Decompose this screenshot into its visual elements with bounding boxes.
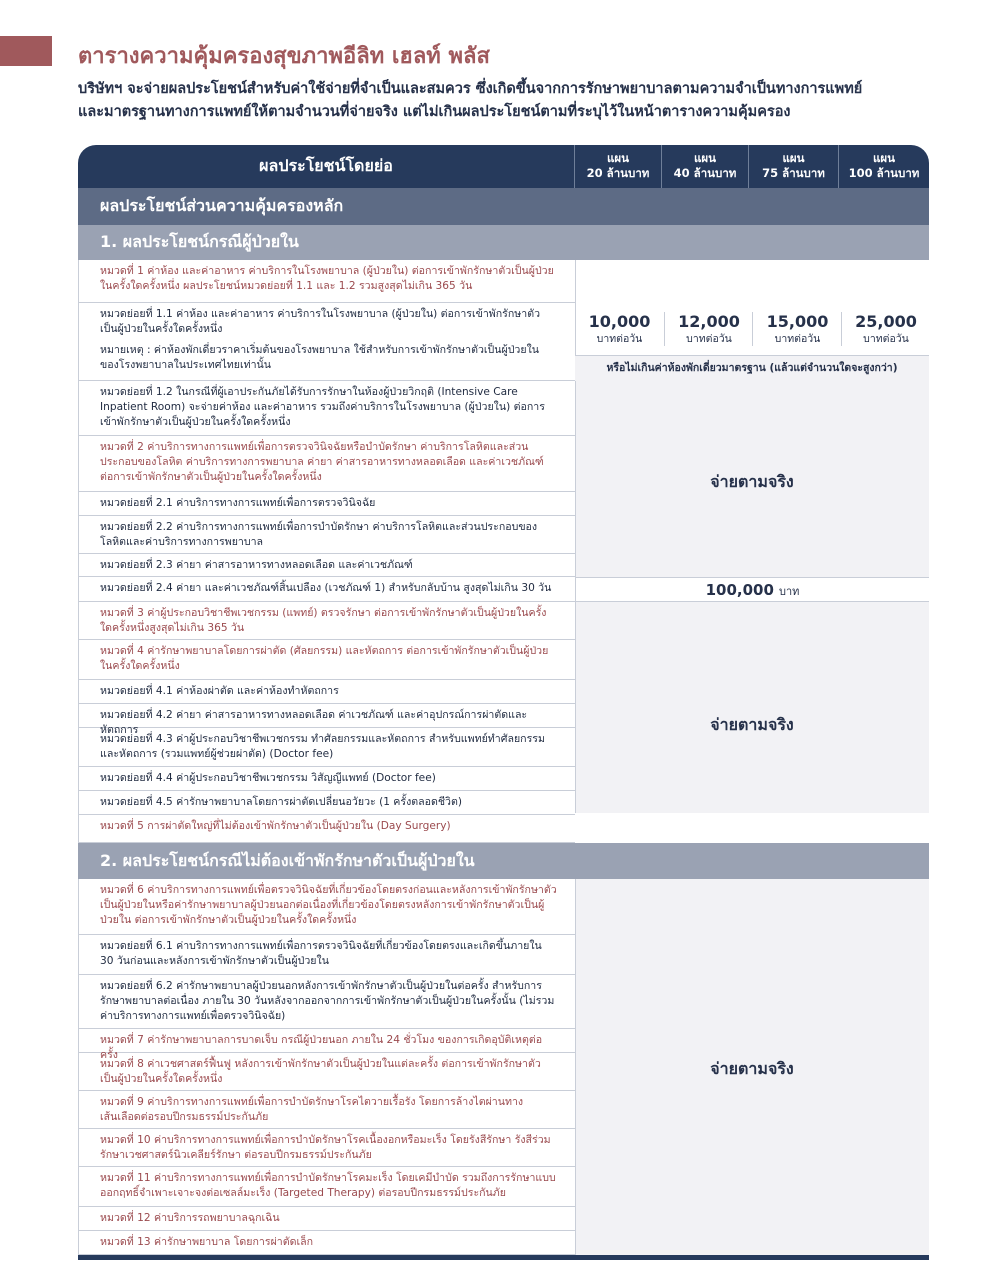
row-sub-2-2: หมวดย่อยที่ 2.2 ค่าบริการทางการแพทย์เพื่อการบำบัดรักษา ค่าบริการโลหิตและส่วนประกอบของโลหิตและค่าบริการทางการพยาบาล xyxy=(78,516,575,554)
row-category-1: หมวดที่ 1 ค่าห้อง และค่าอาหาร ค่าบริการในโรงพยาบาล (ผู้ป่วยใน) ต่อการเข้าพักรักษาตัวเป็นผู้ป่วยในครั้งใดครั้งหนึ่ง ผลประโยชน์หมวดย่อยที่ 1.1 และ 1.2 รวมสูงสุดไม่เกิน 365 วัน xyxy=(78,260,575,303)
value-cell-blank xyxy=(575,260,929,303)
takehome-unit: บาท xyxy=(779,585,800,598)
row-sub-2-1: หมวดย่อยที่ 2.1 ค่าบริการทางการแพทย์เพื่อการตรวจวินิจฉัย xyxy=(78,492,575,516)
row-sub-1-2: หมวดย่อยที่ 1.2 ในกรณีที่ผู้เอาประกันภัยได้รับการรักษาในห้องผู้ป่วยวิกฤติ (Intensive Care Inpatient Room) จะจ่ายค่าห้อง และค่าอาหาร รวมถึงค่าบริการในโรงพยาบาล (ผู้ป่วยใน) ต่อการเข้าพักรักษาตัวเป็นผู้ป่วยในครั้งใดครั้งหนึ่ง xyxy=(78,381,575,436)
row-category-8: หมวดที่ 8 ค่าเวชศาสตร์ฟื้นฟู หลังการเข้าพักรักษาตัวเป็นผู้ป่วยในแต่ละครั้ง ต่อการเข้าพักรักษาตัวเป็นผู้ป่วยในครั้งใดครั้งหนึ่ง xyxy=(78,1053,575,1091)
pay-actual-3: จ่ายตามจริง xyxy=(710,1059,794,1078)
table-bottom-rule xyxy=(78,1255,929,1260)
plan-20m xyxy=(574,145,661,188)
section-main-coverage: ผลประโยชน์ส่วนความคุ้มครองหลัก xyxy=(78,188,929,225)
rate-20m xyxy=(575,312,664,346)
intro-text xyxy=(78,78,958,124)
plan-label: แผน xyxy=(782,151,805,165)
header-benefits: ผลประโยชน์โดยย่อ xyxy=(259,156,393,175)
row-sub-2-4: หมวดย่อยที่ 2.4 ค่ายา และค่าเวชภัณฑ์สิ้นเปลือง (เวชภัณฑ์ 1) สำหรับกลับบ้าน สูงสุดไม่เกิน 30 วัน xyxy=(78,577,575,602)
section-inpatient: 1. ผลประโยชน์กรณีผู้ป่วยใน xyxy=(78,225,929,260)
rate-unit: บาทต่อวัน xyxy=(774,333,821,345)
row-category-13: หมวดที่ 13 ค่ารักษาพยาบาล โดยการผ่าตัดเล็ก xyxy=(78,1231,575,1255)
row-sub-4-4: หมวดย่อยที่ 4.4 ค่าผู้ประกอบวิชาชีพเวชกรรม วิสัญญีแพทย์ (Doctor fee) xyxy=(78,767,575,791)
rate-40m xyxy=(664,312,753,346)
takehome-cell xyxy=(575,577,929,602)
plan-label: แผน xyxy=(872,151,895,165)
intro-line-2: และมาตรฐานทางการแพทย์ให้ตามจำนวนที่จ่ายจริง แต่ไม่เกินผลประโยชน์ตามที่ระบุไว้ในหน้าตารางความคุ้มครอง xyxy=(78,104,791,120)
row-sub-2-3: หมวดย่อยที่ 2.3 ค่ายา ค่าสารอาหารทางหลอดเลือด และค่าเวชภัณฑ์ xyxy=(78,554,575,577)
takehome-amount: 100,000 xyxy=(705,581,774,599)
row-sub-1-1 xyxy=(78,303,575,381)
plan-label: แผน xyxy=(693,151,716,165)
rate-100m xyxy=(841,312,930,346)
page-title: ตารางความคุ้มครองสุขภาพอีลิท เฮลท์ พลัส xyxy=(78,44,490,69)
plan-label: แผน xyxy=(606,151,629,165)
rate-unit: บาทต่อวัน xyxy=(863,333,909,345)
plan-100m xyxy=(838,145,929,188)
row-category-3: หมวดที่ 3 ค่าผู้ประกอบวิชาชีพเวชกรรม (แพทย์) ตรวจรักษา ต่อการเข้าพักรักษาตัวเป็นผู้ป่วยในครั้งใดครั้งหนึ่งสูงสุดไม่เกิน 365 วัน xyxy=(78,602,575,640)
pay-actual-2: จ่ายตามจริง xyxy=(710,715,794,734)
plan-40m xyxy=(661,145,748,188)
rate-value: 12,000 xyxy=(678,312,740,331)
row-sub-4-5: หมวดย่อยที่ 4.5 ค่ารักษาพยาบาลโดยการผ่าตัดเปลี่ยนอวัยวะ (1 ครั้งตลอดชีวิต) xyxy=(78,791,575,815)
row-category-7: หมวดที่ 7 ค่ารักษาพยาบาลการบาดเจ็บ กรณีผู้ป่วยนอก ภายใน 24 ชั่วโมง ของการเกิดอุบัติเหตุต่อครั้ง xyxy=(78,1029,575,1053)
plan-75m xyxy=(748,145,838,188)
row-category-6: หมวดที่ 6 ค่าบริการทางการแพทย์เพื่อตรวจวินิจฉัยที่เกี่ยวข้องโดยตรงก่อนและหลังการเข้าพักรักษาตัวเป็นผู้ป่วยในหรือค่ารักษาพยาบาลผู้ป่วยนอกต่อเนื่องที่เกี่ยวข้องโดยตรงหลังการเข้าพักรักษาตัวเป็นผู้ป่วยใน ต่อการเข้าพักรักษาตัวเป็นผู้ป่วยในครั้งใดครั้งหนึ่ง xyxy=(78,879,575,935)
row-category-2: หมวดที่ 2 ค่าบริการทางการแพทย์เพื่อการตรวจวินิจฉัยหรือบำบัดรักษา ค่าบริการโลหิตและส่วนประกอบของโลหิต ค่าบริการทางการพยาบาล ค่ายา ค่าสารอาหารทางหลอดเลือด และค่าเวชภัณฑ์ ต่อการเข้าพักรักษาตัวเป็นผู้ป่วยในครั้งใดครั้งหนึ่ง xyxy=(78,436,575,492)
section-outpatient: 2. ผลประโยชน์กรณีไม่ต้องเข้าพักรักษาตัวเป็นผู้ป่วยใน xyxy=(78,843,929,879)
plan-amount: 40 ล้านบาท xyxy=(673,166,737,180)
row-text: หมวดย่อยที่ 1.1 ค่าห้อง และค่าอาหาร ค่าบริการในโรงพยาบาล (ผู้ป่วยใน) ต่อการเข้าพักรักษาตัวเป็นผู้ป่วยในครั้งใดครั้งหนึ่ง xyxy=(100,308,541,335)
rate-value: 25,000 xyxy=(855,312,917,331)
row-sub-6-2: หมวดย่อยที่ 6.2 ค่ารักษาพยาบาลผู้ป่วยนอกหลังการเข้าพักรักษาตัวเป็นผู้ป่วยในต่อครั้ง สำหรับการรักษาพยาบาลต่อเนื่อง ภายใน 30 วันหลังจากออกจากการเข้าพักรักษาตัวเป็นผู้ป่วยในครั้งนั้น (ไม่รวมค่าบริการทางการแพทย์เพื่อตรวจวินิจฉัย) xyxy=(78,975,575,1029)
pay-actual-1: จ่ายตามจริง xyxy=(710,472,794,491)
row-sub-4-3: หมวดย่อยที่ 4.3 ค่าผู้ประกอบวิชาชีพเวชกรรม ทำศัลยกรรมและหัตถการ สำหรับแพทย์ทำศัลยกรรมและหัตถการ (รวมแพทย์ผู้ช่วยผ่าตัด) (Doctor fee) xyxy=(78,728,575,767)
row-category-11: หมวดที่ 11 ค่าบริการทางการแพทย์เพื่อการบำบัดรักษาโรคมะเร็ง โดยเคมีบำบัด รวมถึงการรักษาแบบออกฤทธิ์จำเพาะเจาะจงต่อเซลล์มะเร็ง (Targeted Therapy) ต่อรอบปีกรมธรรม์ประกันภัย xyxy=(78,1167,575,1207)
row-sub-6-1: หมวดย่อยที่ 6.1 ค่าบริการทางการแพทย์เพื่อการตรวจวินิจฉัยที่เกี่ยวข้องโดยตรงและเกิดขึ้นภายใน 30 วันก่อนและหลังการเข้าพักรักษาตัวเป็นผู้ป่วยใน xyxy=(78,935,575,975)
row-category-10: หมวดที่ 10 ค่าบริการทางการแพทย์เพื่อการบำบัดรักษาโรคเนื้องอกหรือมะเร็ง โดยรังสีรักษา รังสีร่วมรักษาเวชศาสตร์นิวเคลียร์รักษา ต่อรอบปีกรมธรรม์ประกันภัย xyxy=(78,1129,575,1167)
rate-unit: บาทต่อวัน xyxy=(596,333,643,345)
row-category-4: หมวดที่ 4 ค่ารักษาพยาบาลโดยการผ่าตัด (ศัลยกรรม) และหัตถการ ต่อการเข้าพักรักษาตัวเป็นผู้ป่วยในครั้งใดครั้งหนึ่ง xyxy=(78,640,575,680)
row-sub-4-2: หมวดย่อยที่ 4.2 ค่ายา ค่าสารอาหารทางหลอดเลือด ค่าเวชภัณฑ์ และค่าอุปกรณ์การผ่าตัดและหัตถการ xyxy=(78,704,575,728)
room-note: หรือไม่เกินค่าห้องพักเดี่ยวมาตรฐาน (แล้วแต่จำนวนใดจะสูงกว่า) xyxy=(575,355,929,381)
rate-unit: บาทต่อวัน xyxy=(686,333,732,345)
plan-amount: 100 ล้านบาท xyxy=(848,166,920,180)
intro-line-1: บริษัทฯ จะจ่ายผลประโยชน์สำหรับค่าใช้จ่ายที่จำเป็นและสมควร ซึ่งเกิดขึ้นจากการรักษาพยาบาลตามความจำเป็นทางการแพทย์ xyxy=(78,81,863,97)
row-category-9: หมวดที่ 9 ค่าบริการทางการแพทย์เพื่อการบำบัดรักษาโรคไตวายเรื้อรัง โดยการล้างไตผ่านทางเส้นเลือดต่อรอบปีกรมธรรม์ประกันภัย xyxy=(78,1091,575,1129)
corner-accent xyxy=(0,36,52,66)
table-header xyxy=(78,145,929,188)
rate-value: 15,000 xyxy=(766,312,829,331)
rate-75m xyxy=(752,312,842,346)
row-note: หมายเหตุ : ค่าห้องพักเดี่ยวราคาเริ่มต้นของโรงพยาบาล ใช้สำหรับการเข้าพักรักษาตัวเป็นผู้ป่วยในของโรงพยาบาลในประเทศไทยเท่านั้น xyxy=(100,344,539,371)
row-sub-4-1: หมวดย่อยที่ 4.1 ค่าห้องผ่าตัด และค่าห้องทำหัตถการ xyxy=(78,680,575,704)
rate-value: 10,000 xyxy=(588,312,651,331)
row-category-12: หมวดที่ 12 ค่าบริการรถพยาบาลฉุกเฉิน xyxy=(78,1207,575,1231)
plan-amount: 75 ล้านบาท xyxy=(762,166,825,180)
plan-amount: 20 ล้านบาท xyxy=(586,166,650,180)
row-category-5: หมวดที่ 5 การผ่าตัดใหญ่ที่ไม่ต้องเข้าพักรักษาตัวเป็นผู้ป่วยใน (Day Surgery) xyxy=(78,815,575,843)
